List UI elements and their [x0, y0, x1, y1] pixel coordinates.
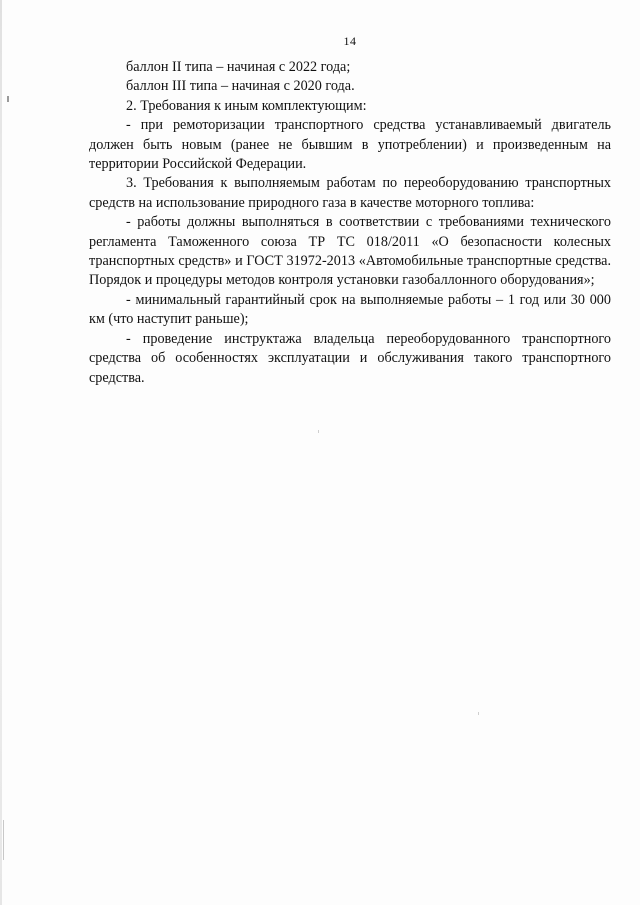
page-number: 14	[343, 34, 357, 48]
paragraph-cylinder-type-2: баллон II типа – начиная с 2022 года;	[126, 59, 351, 75]
scan-speck	[478, 712, 479, 715]
scan-speck	[7, 96, 9, 102]
scan-edge	[0, 0, 2, 905]
paragraph-warranty: - минимальный гарантийный срок на выполняемые работы – 1 год или 30 000 км (что наступит раньше);	[89, 291, 611, 328]
paragraph-engine-requirement: - при ремоторизации транспортного средства устанавливаемый двигатель должен быть новым (ранее не бывшим в употреблении) и произведенным на территории Российской Федерации.	[89, 117, 611, 173]
paragraph-heading-components: 2. Требования к иным комплектующим:	[126, 97, 367, 114]
scan-speck	[3, 820, 4, 860]
document-body	[89, 58, 611, 388]
paragraph-cylinder-type-3: баллон III типа – начиная с 2020 года.	[126, 78, 355, 95]
paragraph-owner-briefing: - проведение инструктажа владельца переоборудованного транспортного средства об особенностях эксплуатации и обслуживания такого транспортного средства.	[89, 330, 611, 386]
paragraph-regulation-compliance: - работы должны выполняться в соответствии с требованиями технического регламента Таможенного союза ТР ТС 018/2011 «О безопасности колесных транспортных средств» и ГОСТ 31972-2013 «Автомобильные транспортные средства. Порядок и процедуры методов контроля установки газобаллонного оборудования»;	[89, 214, 611, 289]
scan-speck	[318, 430, 319, 433]
paragraph-heading-works: 3. Требования к выполняемым работам по переоборудованию транспортных средств на использование природного газа в качестве моторного топлива:	[89, 175, 611, 211]
